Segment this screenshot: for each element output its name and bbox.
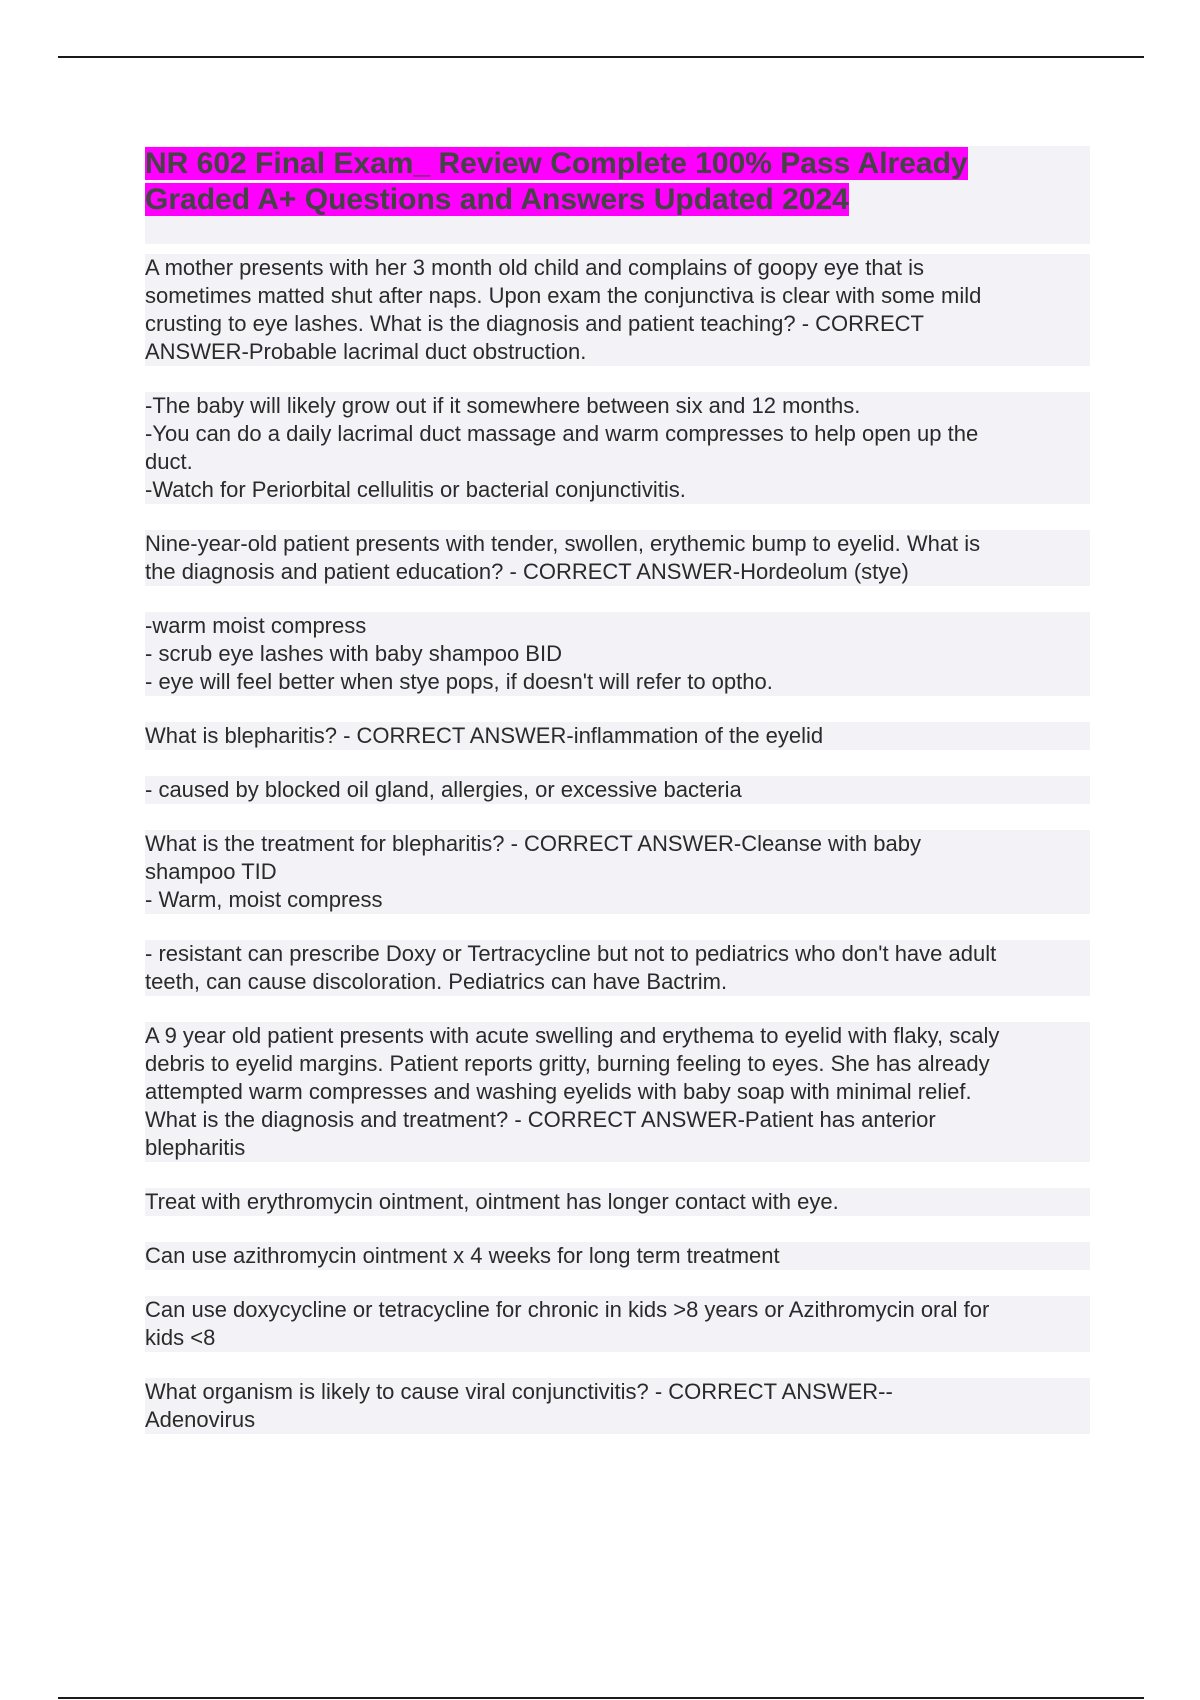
title-line-2: Graded A+ Questions and Answers Updated 2024 (145, 183, 849, 216)
bottom-rule (58, 1697, 1144, 1699)
text-line: blepharitis (145, 1134, 1090, 1162)
text-line: Adenovirus (145, 1406, 1090, 1434)
paragraph-blepharitis-treatment (145, 830, 1090, 914)
text-line: What is the diagnosis and treatment? - CORRECT ANSWER-Patient has anterior (145, 1106, 1090, 1134)
paragraph-blepharitis-cause (145, 776, 1090, 804)
text-line: - Warm, moist compress (145, 886, 1090, 914)
text-line: -The baby will likely grow out if it somewhere between six and 12 months. (145, 392, 1090, 420)
paragraph-stye-question (145, 530, 1090, 586)
text-line: crusting to eye lashes. What is the diagnosis and patient teaching? - CORRECT (145, 310, 1090, 338)
paragraph-blepharitis-question (145, 722, 1090, 750)
text-line: attempted warm compresses and washing eyelids with baby soap with minimal relief. (145, 1078, 1090, 1106)
title-line-1: NR 602 Final Exam_ Review Complete 100% Pass Already (145, 147, 968, 180)
text-line: Can use azithromycin ointment x 4 weeks for long term treatment (145, 1242, 1090, 1270)
text-line: A 9 year old patient presents with acute swelling and erythema to eyelid with flaky, scaly (145, 1022, 1090, 1050)
paragraph-resistant-treatment (145, 940, 1090, 996)
text-line: ANSWER-Probable lacrimal duct obstruction. (145, 338, 1090, 366)
text-line: - scrub eye lashes with baby shampoo BID (145, 640, 1090, 668)
paragraph-doxycycline (145, 1296, 1090, 1352)
text-line: What is the treatment for blepharitis? - CORRECT ANSWER-Cleanse with baby (145, 830, 1090, 858)
paragraph-stye-education (145, 612, 1090, 696)
text-line: debris to eyelid margins. Patient reports gritty, burning feeling to eyes. She has already (145, 1050, 1090, 1078)
text-line: -You can do a daily lacrimal duct massage and warm compresses to help open up the (145, 420, 1090, 448)
paragraph-lacrimal-question (145, 254, 1090, 366)
text-line: teeth, can cause discoloration. Pediatrics can have Bactrim. (145, 968, 1090, 996)
text-line: A mother presents with her 3 month old child and complains of goopy eye that is (145, 254, 1090, 282)
text-line: - eye will feel better when stye pops, if doesn't will refer to optho. (145, 668, 1090, 696)
text-line: What is blepharitis? - CORRECT ANSWER-inflammation of the eyelid (145, 722, 1090, 750)
text-line: kids <8 (145, 1324, 1090, 1352)
paragraph-azithromycin (145, 1242, 1090, 1270)
text-line: Can use doxycycline or tetracycline for chronic in kids >8 years or Azithromycin oral for (145, 1296, 1090, 1324)
paragraph-lacrimal-teaching (145, 392, 1090, 504)
text-line: -warm moist compress (145, 612, 1090, 640)
title-block (145, 146, 1090, 244)
document-body (145, 146, 1090, 1460)
text-line: - caused by blocked oil gland, allergies, or excessive bacteria (145, 776, 1090, 804)
document-title (145, 146, 1090, 218)
paragraph-anterior-blepharitis-question (145, 1022, 1090, 1162)
text-line: What organism is likely to cause viral conjunctivitis? - CORRECT ANSWER-- (145, 1378, 1090, 1406)
paragraph-viral-conjunctivitis (145, 1378, 1090, 1434)
text-line: shampoo TID (145, 858, 1090, 886)
text-line: -Watch for Periorbital cellulitis or bacterial conjunctivitis. (145, 476, 1090, 504)
text-line: sometimes matted shut after naps. Upon exam the conjunctiva is clear with some mild (145, 282, 1090, 310)
text-line: the diagnosis and patient education? - CORRECT ANSWER-Hordeolum (stye) (145, 558, 1090, 586)
paragraph-erythromycin (145, 1188, 1090, 1216)
top-rule (58, 56, 1144, 58)
text-line: Treat with erythromycin ointment, ointment has longer contact with eye. (145, 1188, 1090, 1216)
text-line: - resistant can prescribe Doxy or Tertracycline but not to pediatrics who don't have adult (145, 940, 1090, 968)
text-line: duct. (145, 448, 1090, 476)
text-line: Nine-year-old patient presents with tender, swollen, erythemic bump to eyelid. What is (145, 530, 1090, 558)
